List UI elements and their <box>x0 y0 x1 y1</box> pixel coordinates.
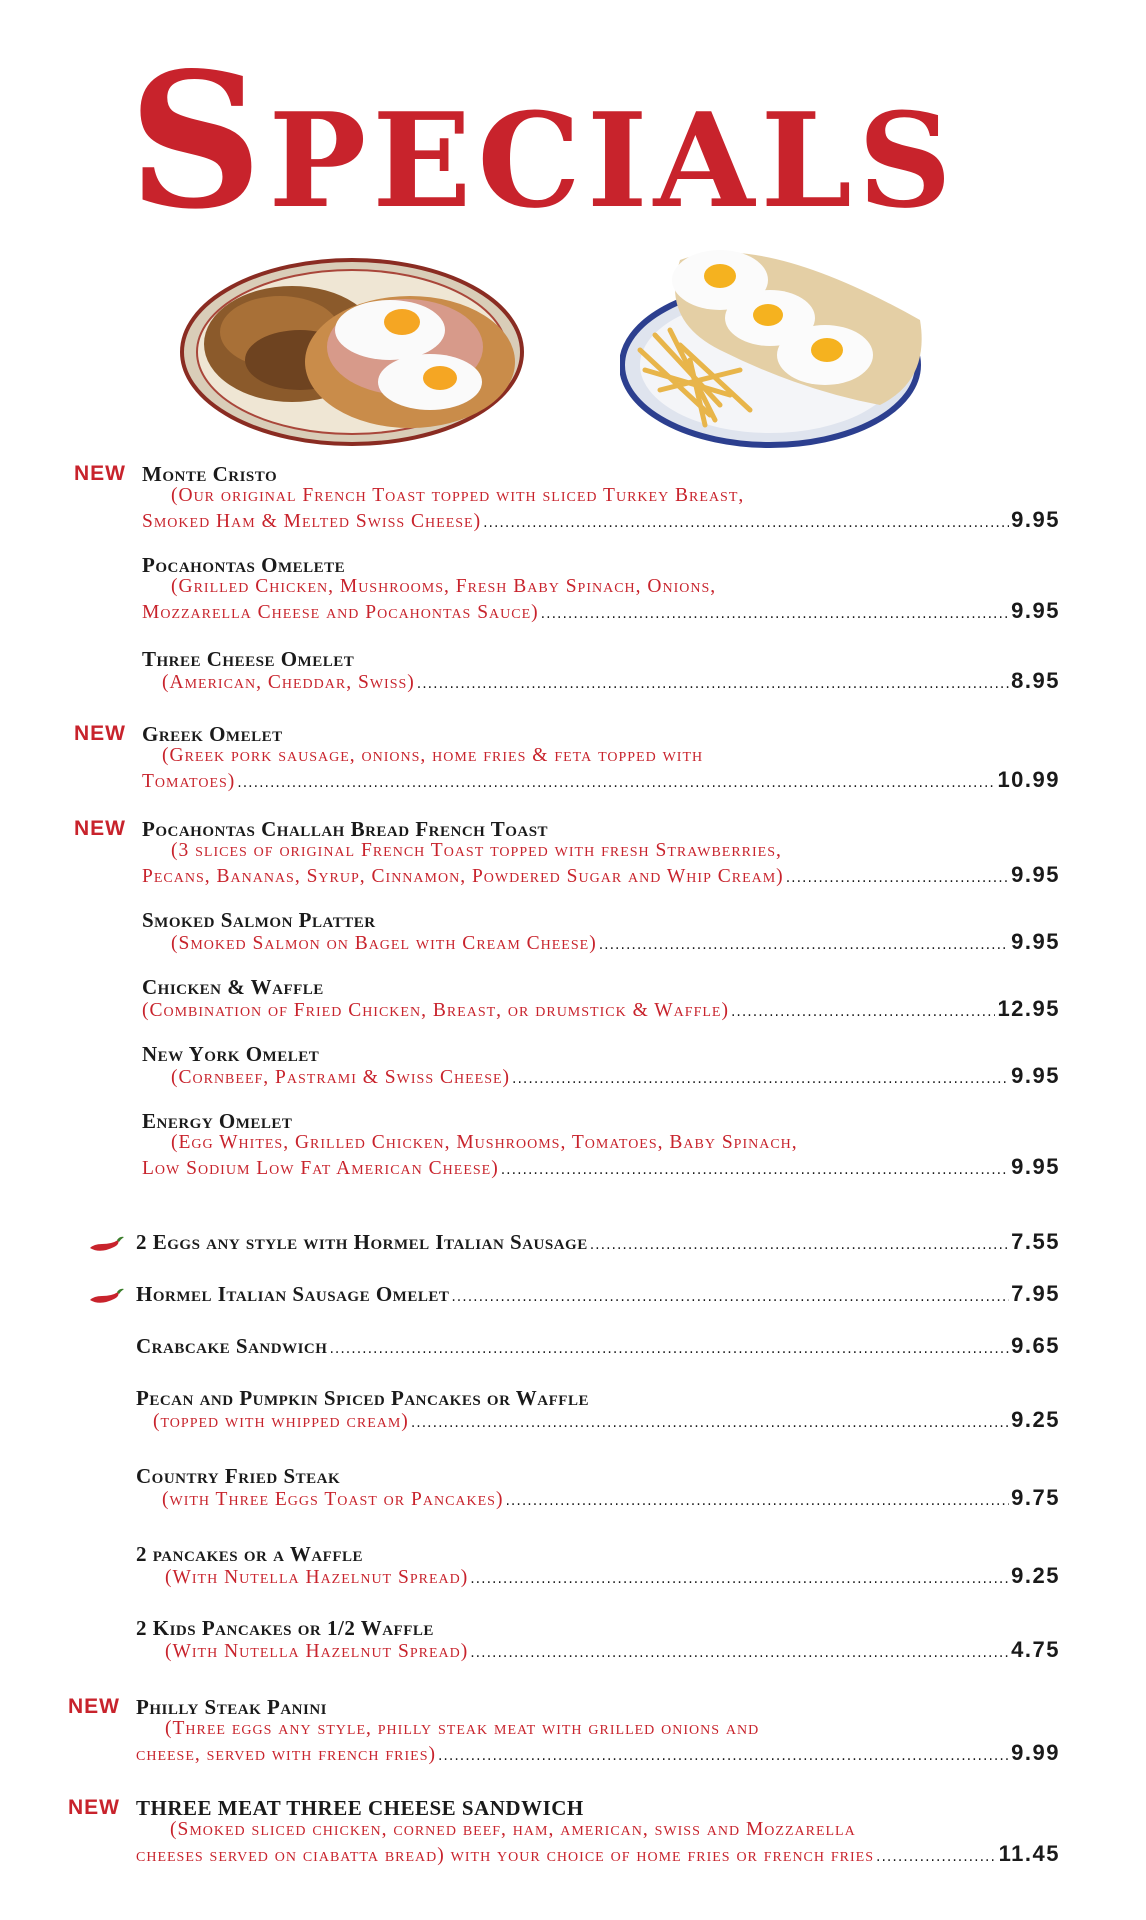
item-price: 7.95 <box>1011 1281 1060 1306</box>
eggs-and-fries-plate-image <box>620 230 935 450</box>
item-description: (Smoked Salmon on Bagel with Cream Cheese) <box>171 933 597 954</box>
item-line <box>171 1064 1060 1091</box>
chili-pepper-icon <box>88 1234 126 1256</box>
item-name: Country Fried Steak <box>136 1464 341 1488</box>
item-price: 10.99 <box>997 767 1060 792</box>
dot-leader <box>470 1567 1009 1591</box>
item-description: (Cornbeef, Pastrami & Swiss Cheese) <box>171 1067 511 1088</box>
monte-cristo-plate-image <box>180 252 525 447</box>
item-name: Smoked Salmon Platter <box>142 908 376 932</box>
dot-leader <box>411 1411 1009 1435</box>
dot-leader <box>438 1744 1009 1768</box>
dot-leader <box>470 1641 1009 1665</box>
item-description: (Egg Whites, Grilled Chicken, Mushrooms, Tomatoes, Baby Spinach, <box>171 1132 798 1153</box>
item-line <box>171 930 1060 957</box>
item-description: (Smoked sliced chicken, corned beef, ham, american, swiss and Mozzarella <box>170 1819 856 1840</box>
dot-leader <box>483 511 1009 535</box>
dot-leader <box>501 1158 1009 1182</box>
item-name: Crabcake Sandwich <box>136 1334 328 1358</box>
item-line <box>136 1282 1060 1309</box>
item-name: Pocahontas Omelete <box>142 553 346 577</box>
dot-leader <box>876 1845 997 1869</box>
item-description: Tomatoes) <box>142 771 236 792</box>
chili-pepper-icon <box>88 1286 126 1308</box>
dot-leader <box>505 1489 1009 1513</box>
item-name: Pecan and Pumpkin Spiced Pancakes or Waffle <box>136 1386 589 1410</box>
item-description: (Combination of Fried Chicken, Breast, or drumstick & Waffle) <box>142 1000 729 1021</box>
dot-leader <box>786 866 1009 890</box>
item-description: (3 slices of original French Toast topped with fresh Strawberries, <box>171 840 782 861</box>
item-line <box>162 1486 1060 1513</box>
item-name: Energy Omelet <box>142 1109 293 1133</box>
item-description: Pecans, Bananas, Syrup, Cinnamon, Powdered Sugar and Whip Cream) <box>142 866 784 887</box>
item-name: Greek Omelet <box>142 722 283 746</box>
item-description: (With Nutella Hazelnut Spread) <box>165 1567 469 1588</box>
item-line <box>142 1155 1060 1182</box>
item-price: 4.75 <box>1011 1637 1060 1662</box>
item-line <box>165 1564 1060 1591</box>
item-name: Philly Steak Panini <box>136 1695 327 1719</box>
item-line <box>162 669 1060 696</box>
item-name: Pocahontas Challah Bread French Toast <box>142 817 549 841</box>
item-line <box>142 599 1060 626</box>
item-line <box>142 508 1060 535</box>
item-price: 9.95 <box>1011 507 1060 532</box>
page-title: Specials <box>128 31 958 250</box>
item-price: 9.95 <box>1011 1063 1060 1088</box>
item-line <box>153 1408 1060 1435</box>
item-description: cheese, served with french fries) <box>136 1744 436 1765</box>
new-badge: NEW <box>74 462 126 485</box>
item-line <box>165 1638 1060 1665</box>
item-line <box>136 1741 1060 1768</box>
dot-leader <box>590 1233 1009 1257</box>
item-price: 9.99 <box>1011 1740 1060 1765</box>
item-price: 8.95 <box>1011 668 1060 693</box>
item-description: Low Sodium Low Fat American Cheese) <box>142 1158 499 1179</box>
dot-leader <box>237 771 995 795</box>
dot-leader <box>451 1285 1009 1309</box>
item-description: (Grilled Chicken, Mushrooms, Fresh Baby Spinach, Onions, <box>171 576 717 597</box>
new-badge: NEW <box>74 722 126 745</box>
new-badge: NEW <box>68 1796 120 1819</box>
item-price: 9.75 <box>1011 1485 1060 1510</box>
item-price: 11.45 <box>998 1841 1060 1866</box>
item-name: New York Omelet <box>142 1042 320 1066</box>
item-price: 9.95 <box>1011 929 1060 954</box>
item-price: 9.25 <box>1011 1407 1060 1432</box>
item-price: 9.65 <box>1011 1333 1060 1358</box>
item-description: Mozzarella Cheese and Pocahontas Sauce) <box>142 602 539 623</box>
item-description: (with Three Eggs Toast or Pancakes) <box>162 1489 504 1510</box>
item-name: 2 Kids Pancakes or 1/2 Waffle <box>136 1616 434 1640</box>
item-description: (topped with whipped cream) <box>153 1411 409 1432</box>
dot-leader <box>599 933 1009 957</box>
item-name: 2 Eggs any style with Hormel Italian Sausage <box>136 1230 588 1254</box>
item-description: (With Nutella Hazelnut Spread) <box>165 1641 469 1662</box>
item-line <box>142 863 1060 890</box>
item-description: (Our original French Toast topped with sliced Turkey Breast, <box>171 485 745 506</box>
dot-leader <box>512 1067 1009 1091</box>
item-price: 7.55 <box>1011 1229 1060 1254</box>
item-name: Three Cheese Omelet <box>142 647 355 671</box>
item-description: cheeses served on ciabatta bread) with your choice of home fries or french fries <box>136 1845 875 1866</box>
item-line <box>136 1230 1060 1257</box>
dot-leader <box>731 1000 995 1024</box>
item-line <box>136 1334 1060 1361</box>
item-price: 12.95 <box>997 996 1060 1021</box>
item-description: (American, Cheddar, Swiss) <box>162 672 415 693</box>
item-name: 2 pancakes or a Waffle <box>136 1542 364 1566</box>
item-name: Hormel Italian Sausage Omelet <box>136 1282 450 1306</box>
new-badge: NEW <box>68 1695 120 1718</box>
item-price: 9.95 <box>1011 1154 1060 1179</box>
item-description: (Three eggs any style, philly steak meat with grilled onions and <box>165 1718 760 1739</box>
item-line <box>136 1842 1060 1869</box>
item-price: 9.95 <box>1011 598 1060 623</box>
item-line <box>142 768 1060 795</box>
item-name: Chicken & Waffle <box>142 975 324 999</box>
item-line <box>142 997 1060 1024</box>
item-price: 9.25 <box>1011 1563 1060 1588</box>
item-price: 9.95 <box>1011 862 1060 887</box>
item-description: Smoked Ham & Melted Swiss Cheese) <box>142 511 482 532</box>
dot-leader <box>541 602 1010 626</box>
item-name: Monte Cristo <box>142 462 278 486</box>
item-description: (Greek pork sausage, onions, home fries & feta topped with <box>162 745 704 766</box>
dot-leader <box>329 1337 1009 1361</box>
new-badge: NEW <box>74 817 126 840</box>
dot-leader <box>417 672 1009 696</box>
item-name: THREE MEAT THREE CHEESE SANDWICH <box>136 1796 584 1820</box>
